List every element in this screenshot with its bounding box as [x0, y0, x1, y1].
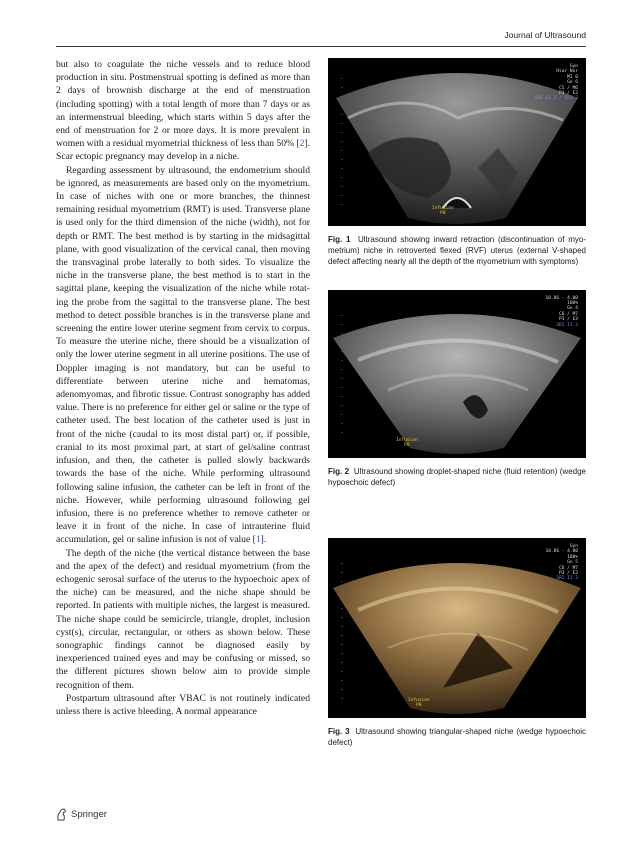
paragraph-1: but also to coagulate the niche vessels and to reduce blood production in situ. Postmenstrual spotting is defined as more than 2 days of brownish discharge at the end of menstruation (including spotting) with a total length of more than 7 days or as an intermenstrual bleeding, which starts within 5 days after the end of menstruation for 2 or more days. It is more prevalent in women with a residual myometrial thickness of less than 50% [2]. Scar ectopic pregnancy may develop in a niche. [56, 59, 310, 163]
figure-1 [328, 58, 586, 268]
running-head [56, 30, 586, 47]
paragraph-3: The depth of the niche (the vertical distance between the base and the apex of the defect) and residual myometrium (from the echogenic serosal surface of the uterus to the hypoechoic apex of the niche) can be measured, and the niche shape should be reported. In patients with multiple niches, the largest is measured. The niche shape could be semicircle, triangle, droplet, inclusion cyst(s), circular, rectangular, or others as shown below. These sonographic findings cannot be diagnosed easily by inexperienced trained eyes and may be confusing or missed, so the different pictures shown below aim to provide simple recognition of them. [56, 547, 310, 691]
figure-2 [328, 290, 586, 488]
figure-caption: Fig. 3 Ultrasound showing triangular-shaped niche (wedge hypoechoic defect) [328, 727, 587, 748]
scanner-settings: Gyn 10.86 - 4.00 100% Gn 5 C6 / M7 P3 / E3 SRI II 3 [545, 544, 578, 582]
scanner-settings: 10.86 - 4.00 100% Gn 4 C6 / M7 P3 / E3 SRI II 3 [545, 295, 578, 328]
figure-column [328, 58, 586, 748]
citation-link[interactable]: 1 [255, 534, 261, 546]
publisher-name: Springer [71, 809, 107, 820]
citation-link[interactable]: 2 [299, 138, 305, 150]
body-text-column [56, 58, 310, 718]
journal-name: Journal of Ultrasound [504, 30, 586, 40]
figure-caption: Fig. 1 Ultrasound showing inward retraction (discontinuation of myometrium) niche in retroverted flexed (RVF) uterus (external V-shaped defect affecting nearly all the depth of the myometrium with symptoms) [328, 235, 587, 267]
figure-3 [328, 538, 586, 748]
figure-caption: Fig. 2 Ultrasound showing droplet-shaped niche (fluid retention) (wedge hypoechoic defect) [328, 466, 586, 487]
probe-label: Infusion P8 [408, 698, 430, 709]
probe-label: Infusion P8 [432, 206, 454, 217]
page-footer [56, 808, 107, 821]
probe-label: Infusion P8 [396, 437, 418, 449]
springer-horse-icon [56, 808, 67, 821]
paragraph-4: Postpartum ultrasound after VBAC is not routinely indicated unless there is active bleeding. A normal appearance [56, 692, 310, 717]
paragraph-2: Regarding assessment by ultrasound, the endometrium should be ignored, as measurements are based only on the myometrium. In case of niches with one or more branches, the thinnest remaining residual myometrium (RMT) is used. Transverse plane is used only for the third dimension of the niche (width), not for depth or RMT. The best method is by starting in the midsagittal plane, with good visualization of the cervical canal, then moving the transvaginal probe laterally to both sides. To visualize the niche in the transverse plane, the best method is to start in the sagittal plane, keeping the visualization of the niche while rotating the probe from the sagittal to the transverse plane. The best method to detect possible branches is in the transverse plane and screening the entire lower uterine segment from cervix to corpus. To measure the uterine niche, there should be a visualization of only the lower uterine segment in all uterine positions. The use of Doppler imaging is not mandatory, but can be useful to differentiate between uterine niche and hematomas, adenomyomas, and fibrotic tissue. Contrast sonography has added value. There is no preference for either gel or saline or the type of catheter used. The best location of the catheter used is just in front of the niche (caudal to its most distal part) or, if possible, cranial to its most proximal part, at start of gel/saline contrast infusion, and then, the catheter is pulled slowly backwards towards the base of the niche. While performing ultrasound following saline infusion, the catheter can be left in front of the niche. However, while performing ultrasound following gel infusion, there is no preference whether to remove catheter or leave it in front of the niche. In case of intrauterine fluid accumulation, gel or saline infusion is not of value [1]. [56, 164, 310, 546]
scanner-settings: Gyn Hiar Nor MI 0 Gn 6 C5 / M6 P3 / E3 SRI II 4 / CRI 3 [534, 64, 578, 102]
